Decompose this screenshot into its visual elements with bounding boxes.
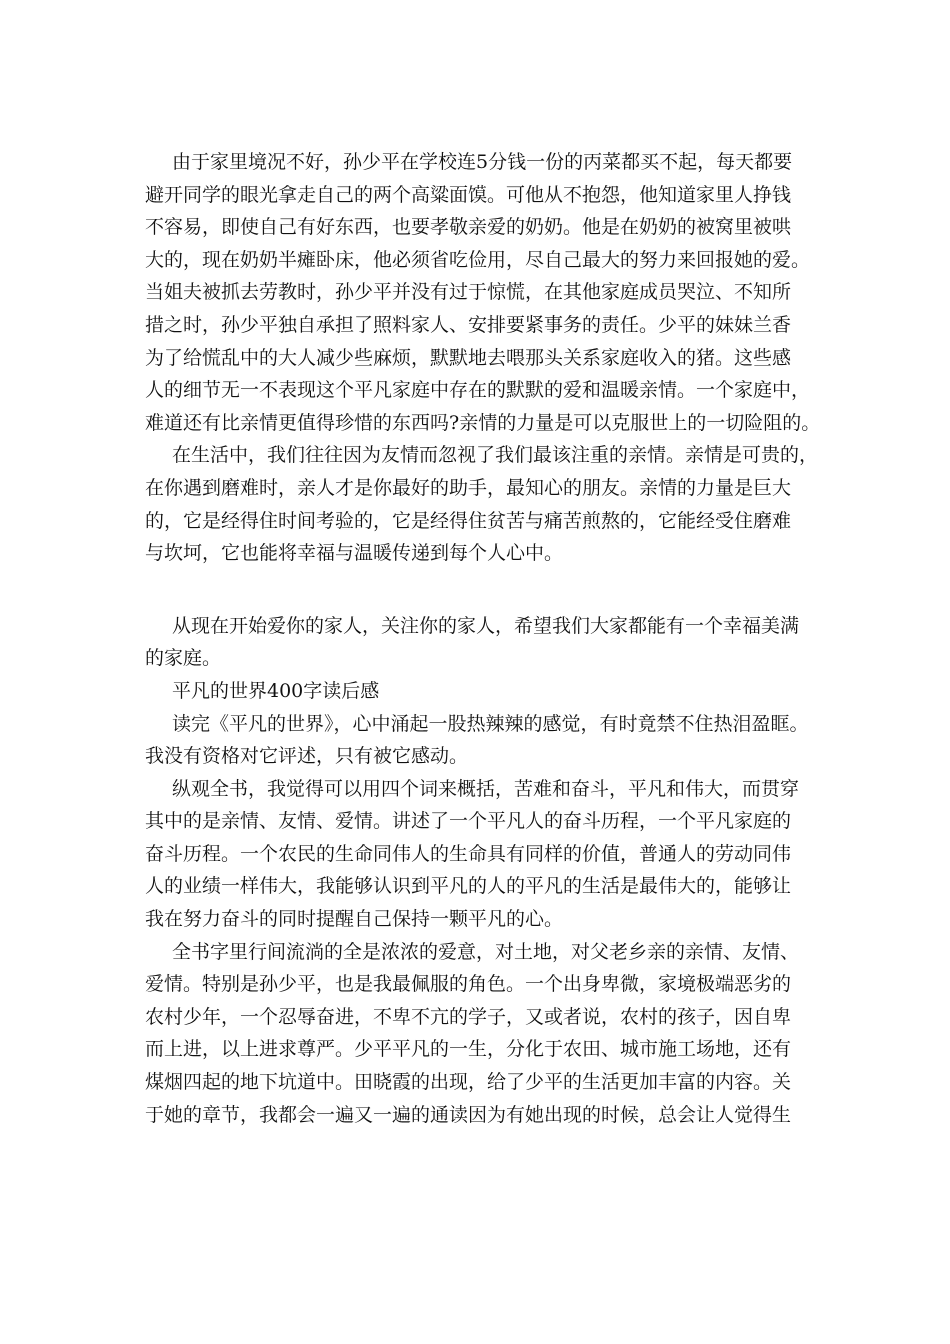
text-line: 由于家里境况不好，孙少平在学校连5分钱一份的丙菜都买不起，每天都要 (172, 151, 793, 173)
text-line: 从现在开始爱你的家人，关注你的家人，希望我们大家都能有一个幸福美满 (172, 614, 800, 637)
text-line: 人的细节无一不表现这个平凡家庭中存在的默默的爱和温暖亲情。一个家庭中， (145, 379, 811, 402)
text-line: 为了给慌乱中的大人减少些麻烦，默默地去喂那头关系家庭收入的猪。这些感 (145, 346, 792, 369)
text-line: 的，它是经得住时间考验的，它是经得住贫苦与痛苦煎熬的，它能经受住磨难 (145, 509, 792, 532)
text-line: 在你遇到磨难时，亲人才是你最好的助手，最知心的朋友。亲情的力量是巨大 (145, 476, 792, 499)
text-line: 读完《平凡的世界》，心中涌起一股热辣辣的感觉，有时竟禁不住热泪盈眶。 (172, 712, 809, 735)
text-line: 奋斗历程。一个农民的生命同伟人的生命具有同样的价值，普通人的劳动同伟 (145, 842, 792, 865)
text-line: 的家庭。 (145, 647, 222, 670)
text-line: 当姐夫被抓去劳教时，孙少平并没有过于惊慌，在其他家庭成员哭泣、不知所 (145, 281, 792, 304)
text-line: 大的，现在奶奶半瘫卧床，他必须省吃俭用，尽自己最大的努力来回报她的爱。 (145, 248, 811, 271)
text-line: 其中的是亲情、友情、爱情。讲述了一个平凡人的奋斗历程，一个平凡家庭的 (145, 810, 792, 833)
text-line: 煤烟四起的地下坑道中。田晓霞的出现，给了少平的生活更加丰富的内容。关 (145, 1071, 792, 1094)
text-line: 而上进，以上进求尊严。少平平凡的一生，分化于农田、城市施工场地，还有 (145, 1038, 792, 1061)
paragraph-gap (145, 570, 825, 610)
section-heading: 平凡的世界400字读后感 (172, 679, 380, 702)
text-line: 与坎坷，它也能将幸福与温暖传递到每个人心中。 (145, 542, 564, 565)
text-line: 我在努力奋斗的同时提醒自己保持一颗平凡的心。 (145, 908, 564, 931)
text-line: 避开同学的眼光拿走自己的两个高粱面馍。可他从不抱怨，他知道家里人挣钱 (145, 183, 792, 206)
text-line: 不容易，即使自己有好东西，也要孝敬亲爱的奶奶。他是在奶奶的被窝里被哄 (145, 216, 792, 239)
text-line: 纵观全书，我觉得可以用四个词来概括，苦难和奋斗，平凡和伟大，而贯穿 (172, 777, 800, 800)
text-line: 难道还有比亲情更值得珍惜的东西吗?亲情的力量是可以克服世上的一切险阻的。 (145, 411, 821, 434)
text-line: 在生活中，我们往往因为友情而忽视了我们最该注重的亲情。亲情是可贵的， (172, 444, 819, 467)
text-line: 爱情。特别是孙少平，也是我最佩服的角色。一个出身卑微，家境极端恶劣的 (145, 973, 792, 996)
text-line: 我没有资格对它评述，只有被它感动。 (145, 745, 469, 768)
document-page (145, 146, 825, 1131)
text-line: 于她的章节，我都会一遍又一遍的通读因为有她出现的时候，总会让人觉得生 (145, 1103, 792, 1126)
text-line: 农村少年，一个忍辱奋进，不卑不亢的学子，又或者说，农村的孩子，因自卑 (145, 1005, 792, 1028)
text-line: 措之时，孙少平独自承担了照料家人、安排要紧事务的责任。少平的妹妹兰香 (145, 313, 792, 336)
text-line: 全书字里行间流淌的全是浓浓的爱意，对土地，对父老乡亲的亲情、友情、 (172, 940, 800, 963)
text-line: 人的业绩一样伟大，我能够认识到平凡的人的平凡的生活是最伟大的，能够让 (145, 875, 792, 898)
